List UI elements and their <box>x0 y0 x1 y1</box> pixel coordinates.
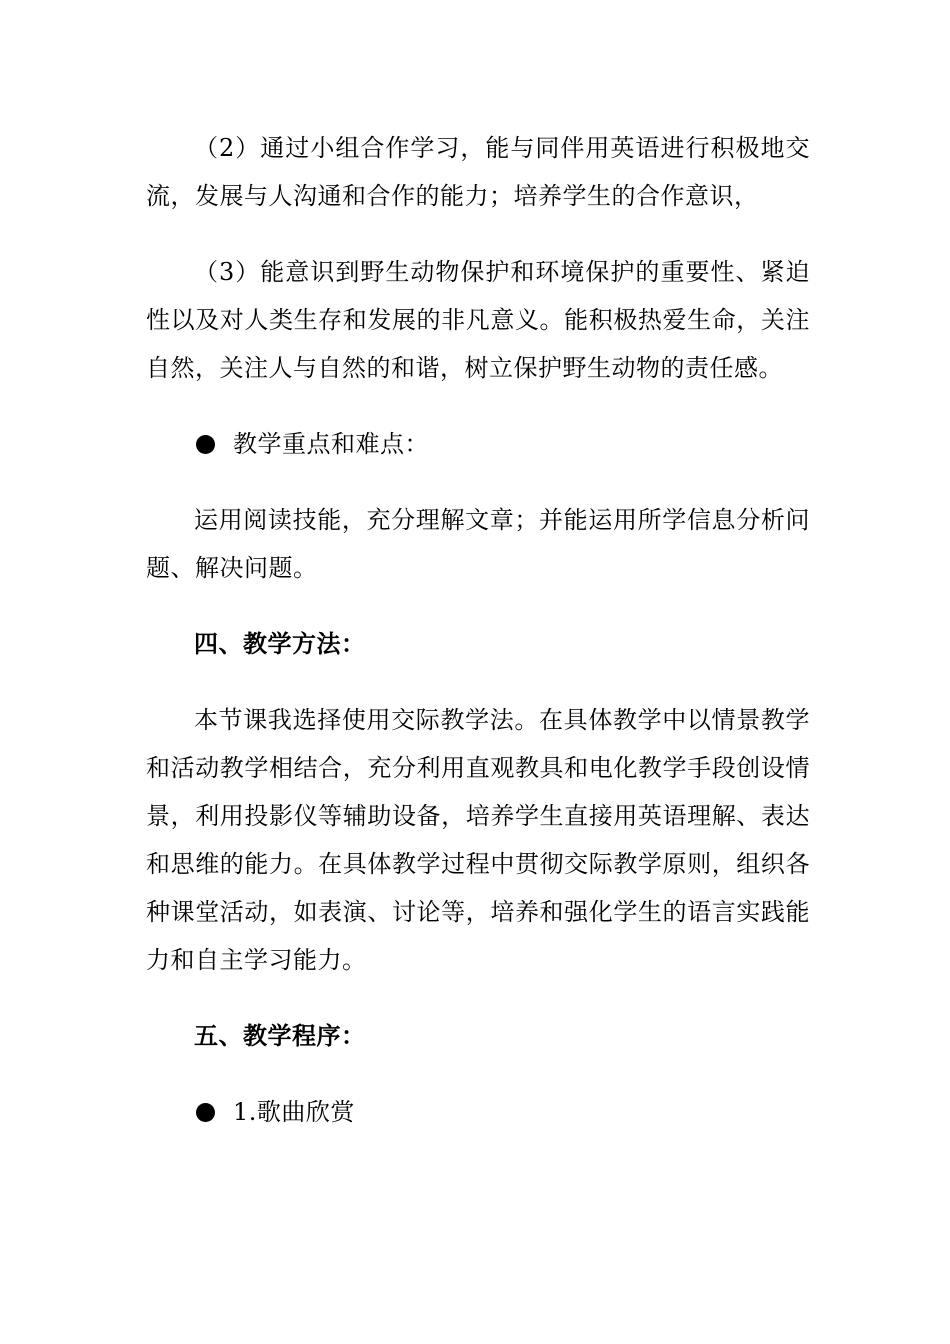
step-1-bullet-item <box>146 1088 810 1136</box>
key-points-paragraph: 运用阅读技能，充分理解文章；并能运用所学信息分析问题、解决问题。 <box>146 506 810 582</box>
paragraph-spacer <box>146 468 810 496</box>
section-5-heading: 五、教学程序： <box>194 1021 366 1050</box>
paragraph-spacer <box>146 1060 810 1088</box>
key-points-bullet-item <box>146 420 810 468</box>
paragraph-spacer <box>146 392 810 420</box>
teaching-method-paragraph: 本节课我选择使用交际教学法。在具体教学中以情景教学和活动教学相结合，充分利用直观教具和电化教学手段创设情景，利用投影仪等辅助设备，培养学生直接用英语理解、表达和思维的能力。在具体教学过程中贯彻交际教学原则，组织各种课堂活动，如表演、讨论等，培养和强化学生的语言实践能力和自主学习能力。 <box>146 706 810 974</box>
bullet-dot-icon <box>196 435 215 454</box>
paragraph-spacer <box>146 984 810 1012</box>
bullet-dot-icon <box>196 1103 215 1122</box>
paragraph-spacer <box>146 592 810 620</box>
paragraph-spacer <box>146 220 810 248</box>
objective-2-paragraph: （2）通过小组合作学习，能与同伴用英语进行积极地交流，发展与人沟通和合作的能力；培养学生的合作意识， <box>146 134 810 210</box>
objective-3-paragraph: （3）能意识到野生动物保护和环境保护的重要性、紧迫性以及对人类生存和发展的非凡意义。能积极热爱生命，关注自然，关注人与自然的和谐，树立保护野生动物的责任感。 <box>146 258 810 382</box>
section-4-heading: 四、教学方法： <box>194 629 366 658</box>
step-1-label: 1.歌曲欣赏 <box>233 1098 355 1126</box>
paragraph-spacer <box>146 668 810 696</box>
key-points-label: 教学重点和难点： <box>233 430 429 458</box>
